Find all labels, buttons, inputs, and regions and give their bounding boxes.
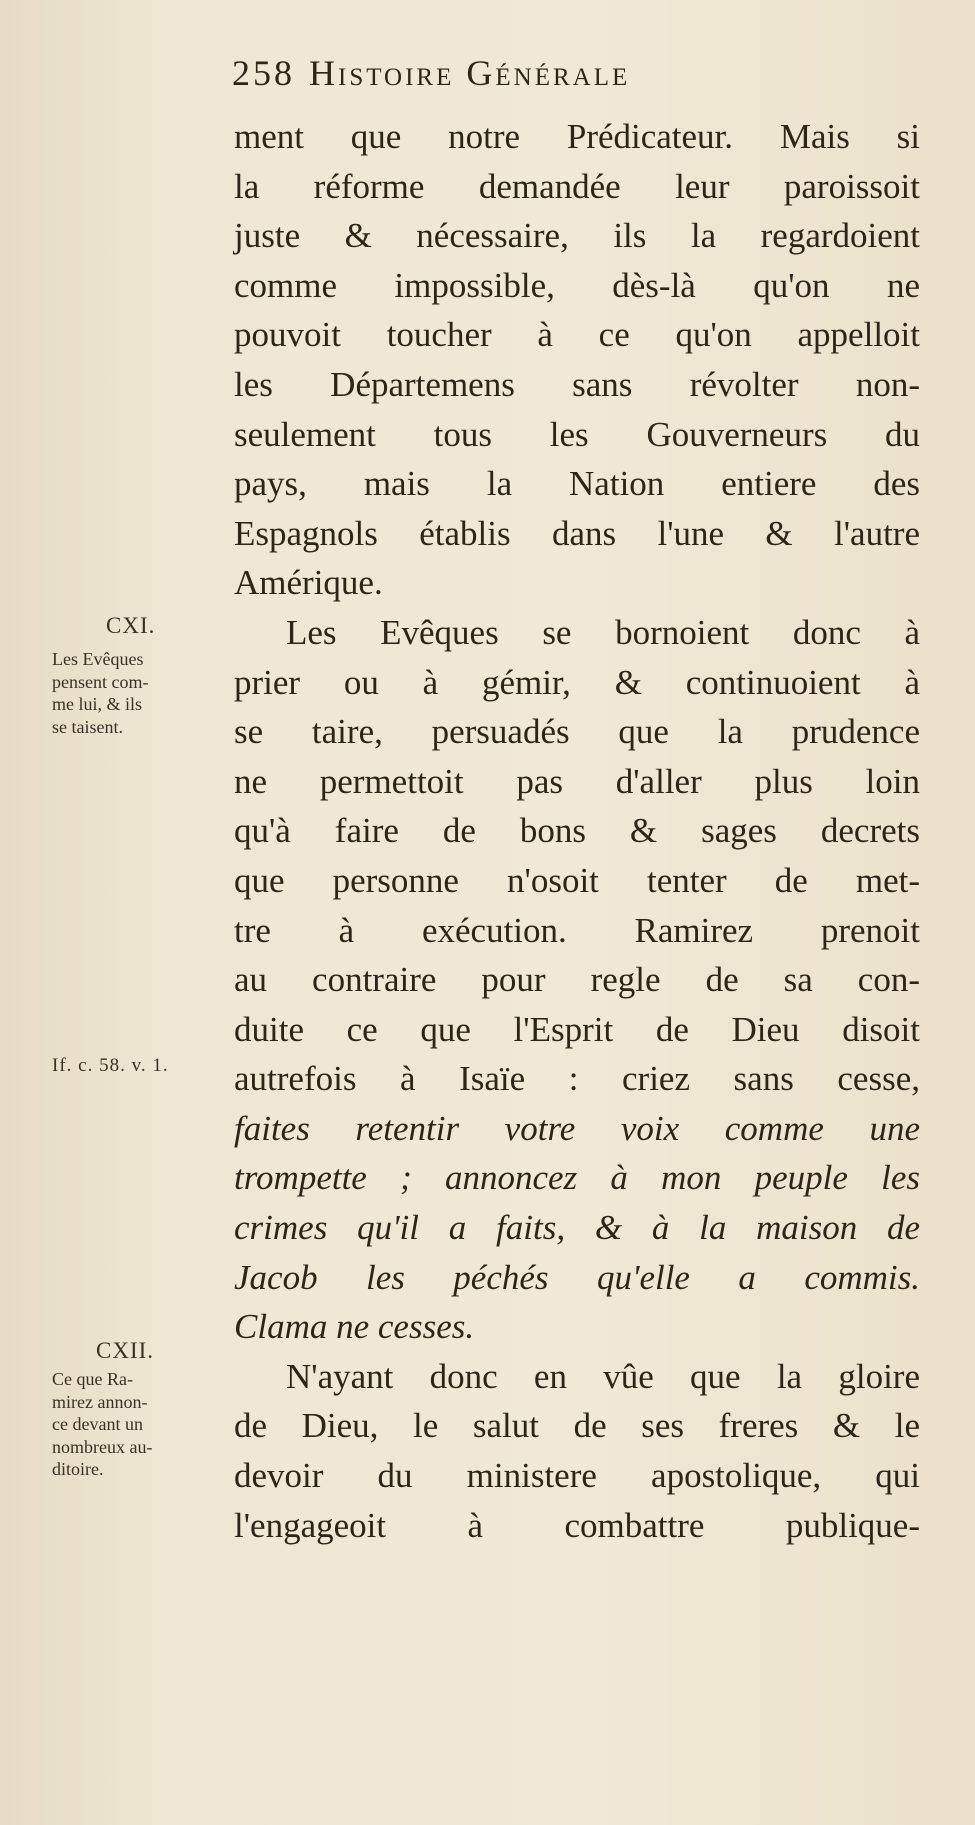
page-number: 258 <box>232 53 295 93</box>
margin-note-line: Les Evêques <box>52 649 144 669</box>
margin-note-line: pensent com- <box>52 671 149 692</box>
body-line-italic-text: trompette ; annoncez à mon peuple les <box>234 1158 920 1198</box>
margin-note-line: me lui, & ils <box>52 694 142 714</box>
body-line: pouvoit toucher à ce qu'on appelloit <box>234 315 920 355</box>
running-head <box>232 52 630 94</box>
body-line-italic-text: crimes qu'il a faits, & à la maison de <box>234 1208 920 1248</box>
body-line-italic-text: faites retentir votre voix comme une <box>234 1108 920 1148</box>
body-line: prier ou à gémir, & continuoient à <box>234 662 920 702</box>
running-title: Histoire Générale <box>309 53 631 93</box>
margin-note-line: ditoire. <box>52 1459 104 1479</box>
body-line-italic <box>234 1153 920 1203</box>
body-line: ne permettoit pas d'aller plus loin <box>234 761 920 801</box>
section-number-cxi: CXI. <box>106 613 156 638</box>
body-line: devoir du ministere apostolique, qui <box>234 1456 920 1496</box>
margin-note-line: nombreux au- <box>52 1436 153 1457</box>
body-line: Amérique. <box>234 563 383 603</box>
body-line: la réforme demandée leur paroissoit <box>234 166 920 206</box>
body-line-italic-text: Jacob les péchés qu'elle a commis. <box>234 1257 920 1297</box>
margin-note-line: Ce que Ra- <box>52 1369 133 1389</box>
body-line: se taire, persuadés que la prudence <box>234 712 920 752</box>
body-line: de Dieu, le salut de ses freres & le <box>234 1406 920 1446</box>
body-line: au contraire pour regle de sa con- <box>234 960 920 1000</box>
body-line: pays, mais la Nation entiere des <box>234 464 920 504</box>
margin-note-cxi <box>52 648 148 738</box>
margin-citation: If. c. 58. v. 1. <box>52 1055 169 1076</box>
body-line: seulement tous les Gouverneurs du <box>234 414 920 454</box>
body-line: duite ce que l'Esprit de Dieu disoit <box>234 1009 920 1049</box>
body-line: comme impossible, dès-là qu'on ne <box>234 265 920 305</box>
body-line-italic <box>234 1203 920 1253</box>
body-line-italic <box>234 1302 920 1352</box>
body-line: autrefois à Isaïe : criez sans cesse, <box>234 1059 920 1099</box>
section-number-cxii: CXII. <box>96 1338 155 1363</box>
body-text <box>234 112 920 1550</box>
body-line: juste & nécessaire, ils la regardoient <box>234 216 920 256</box>
body-line: l'engageoit à combattre publique- <box>234 1505 920 1545</box>
margin-note-cxii <box>52 1368 152 1481</box>
body-line-italic <box>234 1104 920 1154</box>
margin-note-line: mirez annon- <box>52 1391 148 1412</box>
body-line: Les Evêques se bornoient donc à <box>286 612 920 652</box>
body-line-italic <box>234 1253 920 1303</box>
body-line: qu'à faire de bons & sages decrets <box>234 811 920 851</box>
body-line: que personne n'osoit tenter de met- <box>234 860 920 900</box>
margin-note-line: ce devant un <box>52 1414 143 1434</box>
body-line-italic-text: Clama ne cesses. <box>234 1307 475 1347</box>
body-line: ment que notre Prédicateur. Mais si <box>234 117 920 156</box>
margin-note-line: se taisent. <box>52 716 123 737</box>
body-line: Espagnols établis dans l'une & l'autre <box>234 513 920 553</box>
body-line: N'ayant donc en vûe que la gloire <box>286 1356 920 1396</box>
body-line: tre à exécution. Ramirez prenoit <box>234 910 920 950</box>
body-line: les Départemens sans révolter non- <box>234 364 920 404</box>
